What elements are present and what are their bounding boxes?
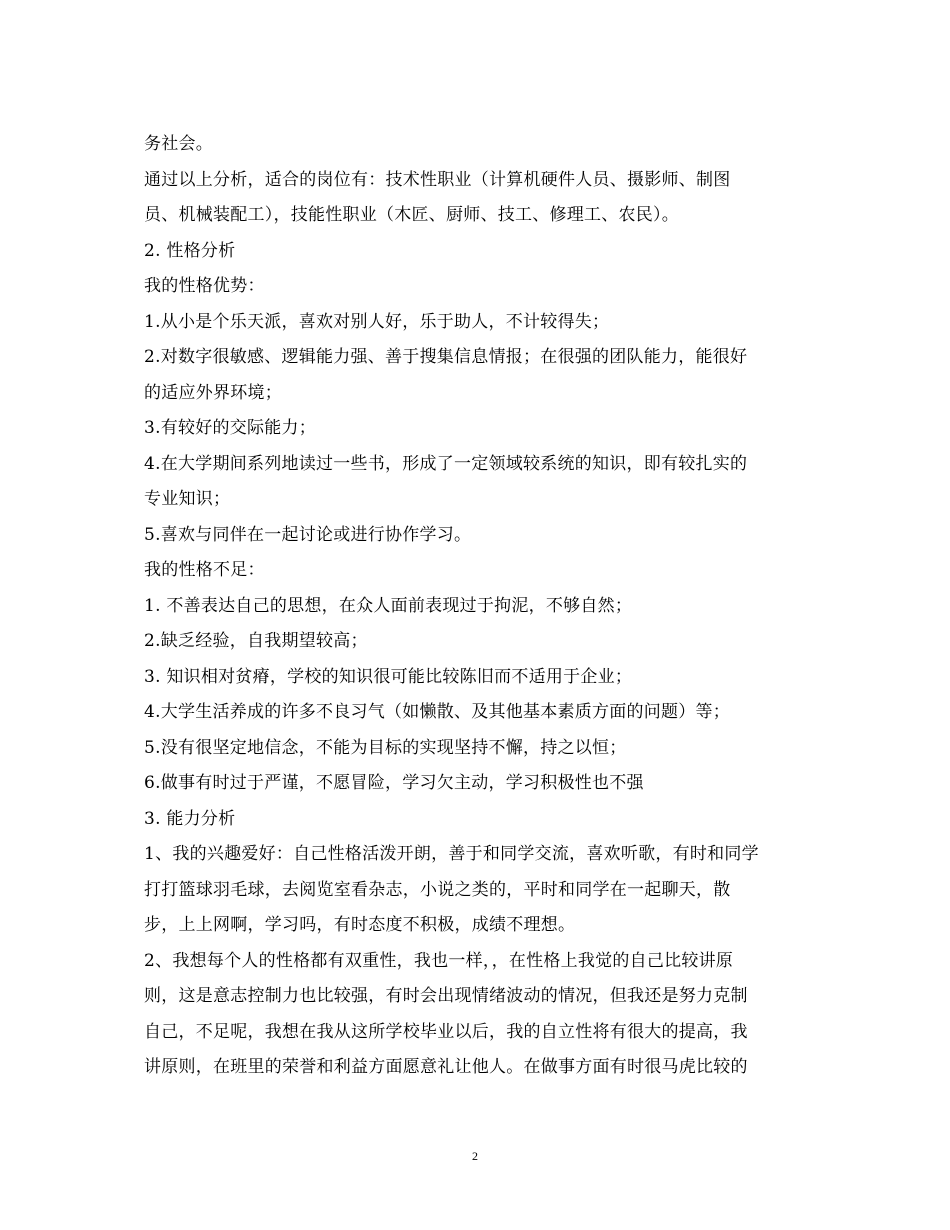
- list-item: 5.喜欢与同伴在一起讨论或进行协作学习。: [144, 524, 472, 545]
- text-line: 我的性格不足：: [144, 560, 265, 580]
- list-item: 2.对数字很敏感、逻辑能力强、善于搜集信息情报；在很强的团队能力，能很好: [144, 347, 748, 367]
- page-body: [144, 127, 814, 1086]
- section-heading: 2. 性格分析: [144, 240, 236, 261]
- list-item: 4.大学生活养成的许多不良习气（如懒散、及其他基本素质方面的问题）等；: [144, 702, 730, 722]
- list-item: 4.在大学期间系列地读过一些书，形成了一定领域较系统的知识，即有较扎实的: [144, 453, 748, 474]
- list-item: 1.从小是个乐天派，喜欢对别人好，乐于助人，不计较得失；: [144, 311, 610, 332]
- list-item: 2.缺乏经验，自我期望较高；: [144, 631, 368, 651]
- text-line: 员、机械装配工），技能性职业（木匠、厨师、技工、修理工、农民）。: [144, 205, 679, 225]
- list-item: 1. 不善表达自己的思想，在众人面前表现过于拘泥，不够自然；: [144, 595, 633, 616]
- paragraph-line: 自己，不足呢，我想在我从这所学校毕业以后，我的自立性将有很大的提高，我: [144, 1021, 748, 1042]
- list-item: 3.有较好的交际能力；: [144, 418, 316, 438]
- paragraph-line: 打打篮球羽毛球，去阅览室看杂志，小说之类的，平时和同学在一起聊天，散: [144, 879, 731, 900]
- list-item: 5.没有很坚定地信念，不能为目标的实现坚持不懈，持之以恒；: [144, 737, 627, 758]
- text-line: 专业知识；: [144, 489, 231, 509]
- paragraph-line: 则，这是意志控制力也比较强，有时会出现情绪波动的情况，但我还是努力克制: [144, 986, 748, 1006]
- page-number: 2: [472, 1149, 478, 1163]
- paragraph-line: 2、我想每个人的性格都有双重性，我也一样，，在性格上我觉的自己比较讲原: [144, 950, 734, 971]
- list-item: 3. 知识相对贫瘠，学校的知识很可能比较陈旧而不适用于企业；: [144, 666, 633, 687]
- list-item: 6.做事有时过于严谨，不愿冒险，学习欠主动，学习积极性也不强: [144, 773, 644, 793]
- paragraph-line: 讲原则，在班里的荣誉和利益方面愿意礼让他人。在做事方面有时很马虎比较的: [144, 1057, 748, 1077]
- paragraph-line: 步，上上网啊，学习吗，有时态度不积极，成绩不理想。: [144, 915, 576, 935]
- section-heading: 3. 能力分析: [144, 808, 236, 829]
- text-line: 务社会。: [144, 134, 213, 154]
- paragraph-line: 1、我的兴趣爱好：自己性格活泼开朗，善于和同学交流，喜欢听歌，有时和同学: [144, 844, 759, 864]
- text-line: 的适应外界环境；: [144, 382, 282, 403]
- text-line: 我的性格优势：: [144, 276, 265, 296]
- text-line: 通过以上分析，适合的岗位有：技术性职业（计算机硬件人员、摄影师、制图: [144, 169, 731, 190]
